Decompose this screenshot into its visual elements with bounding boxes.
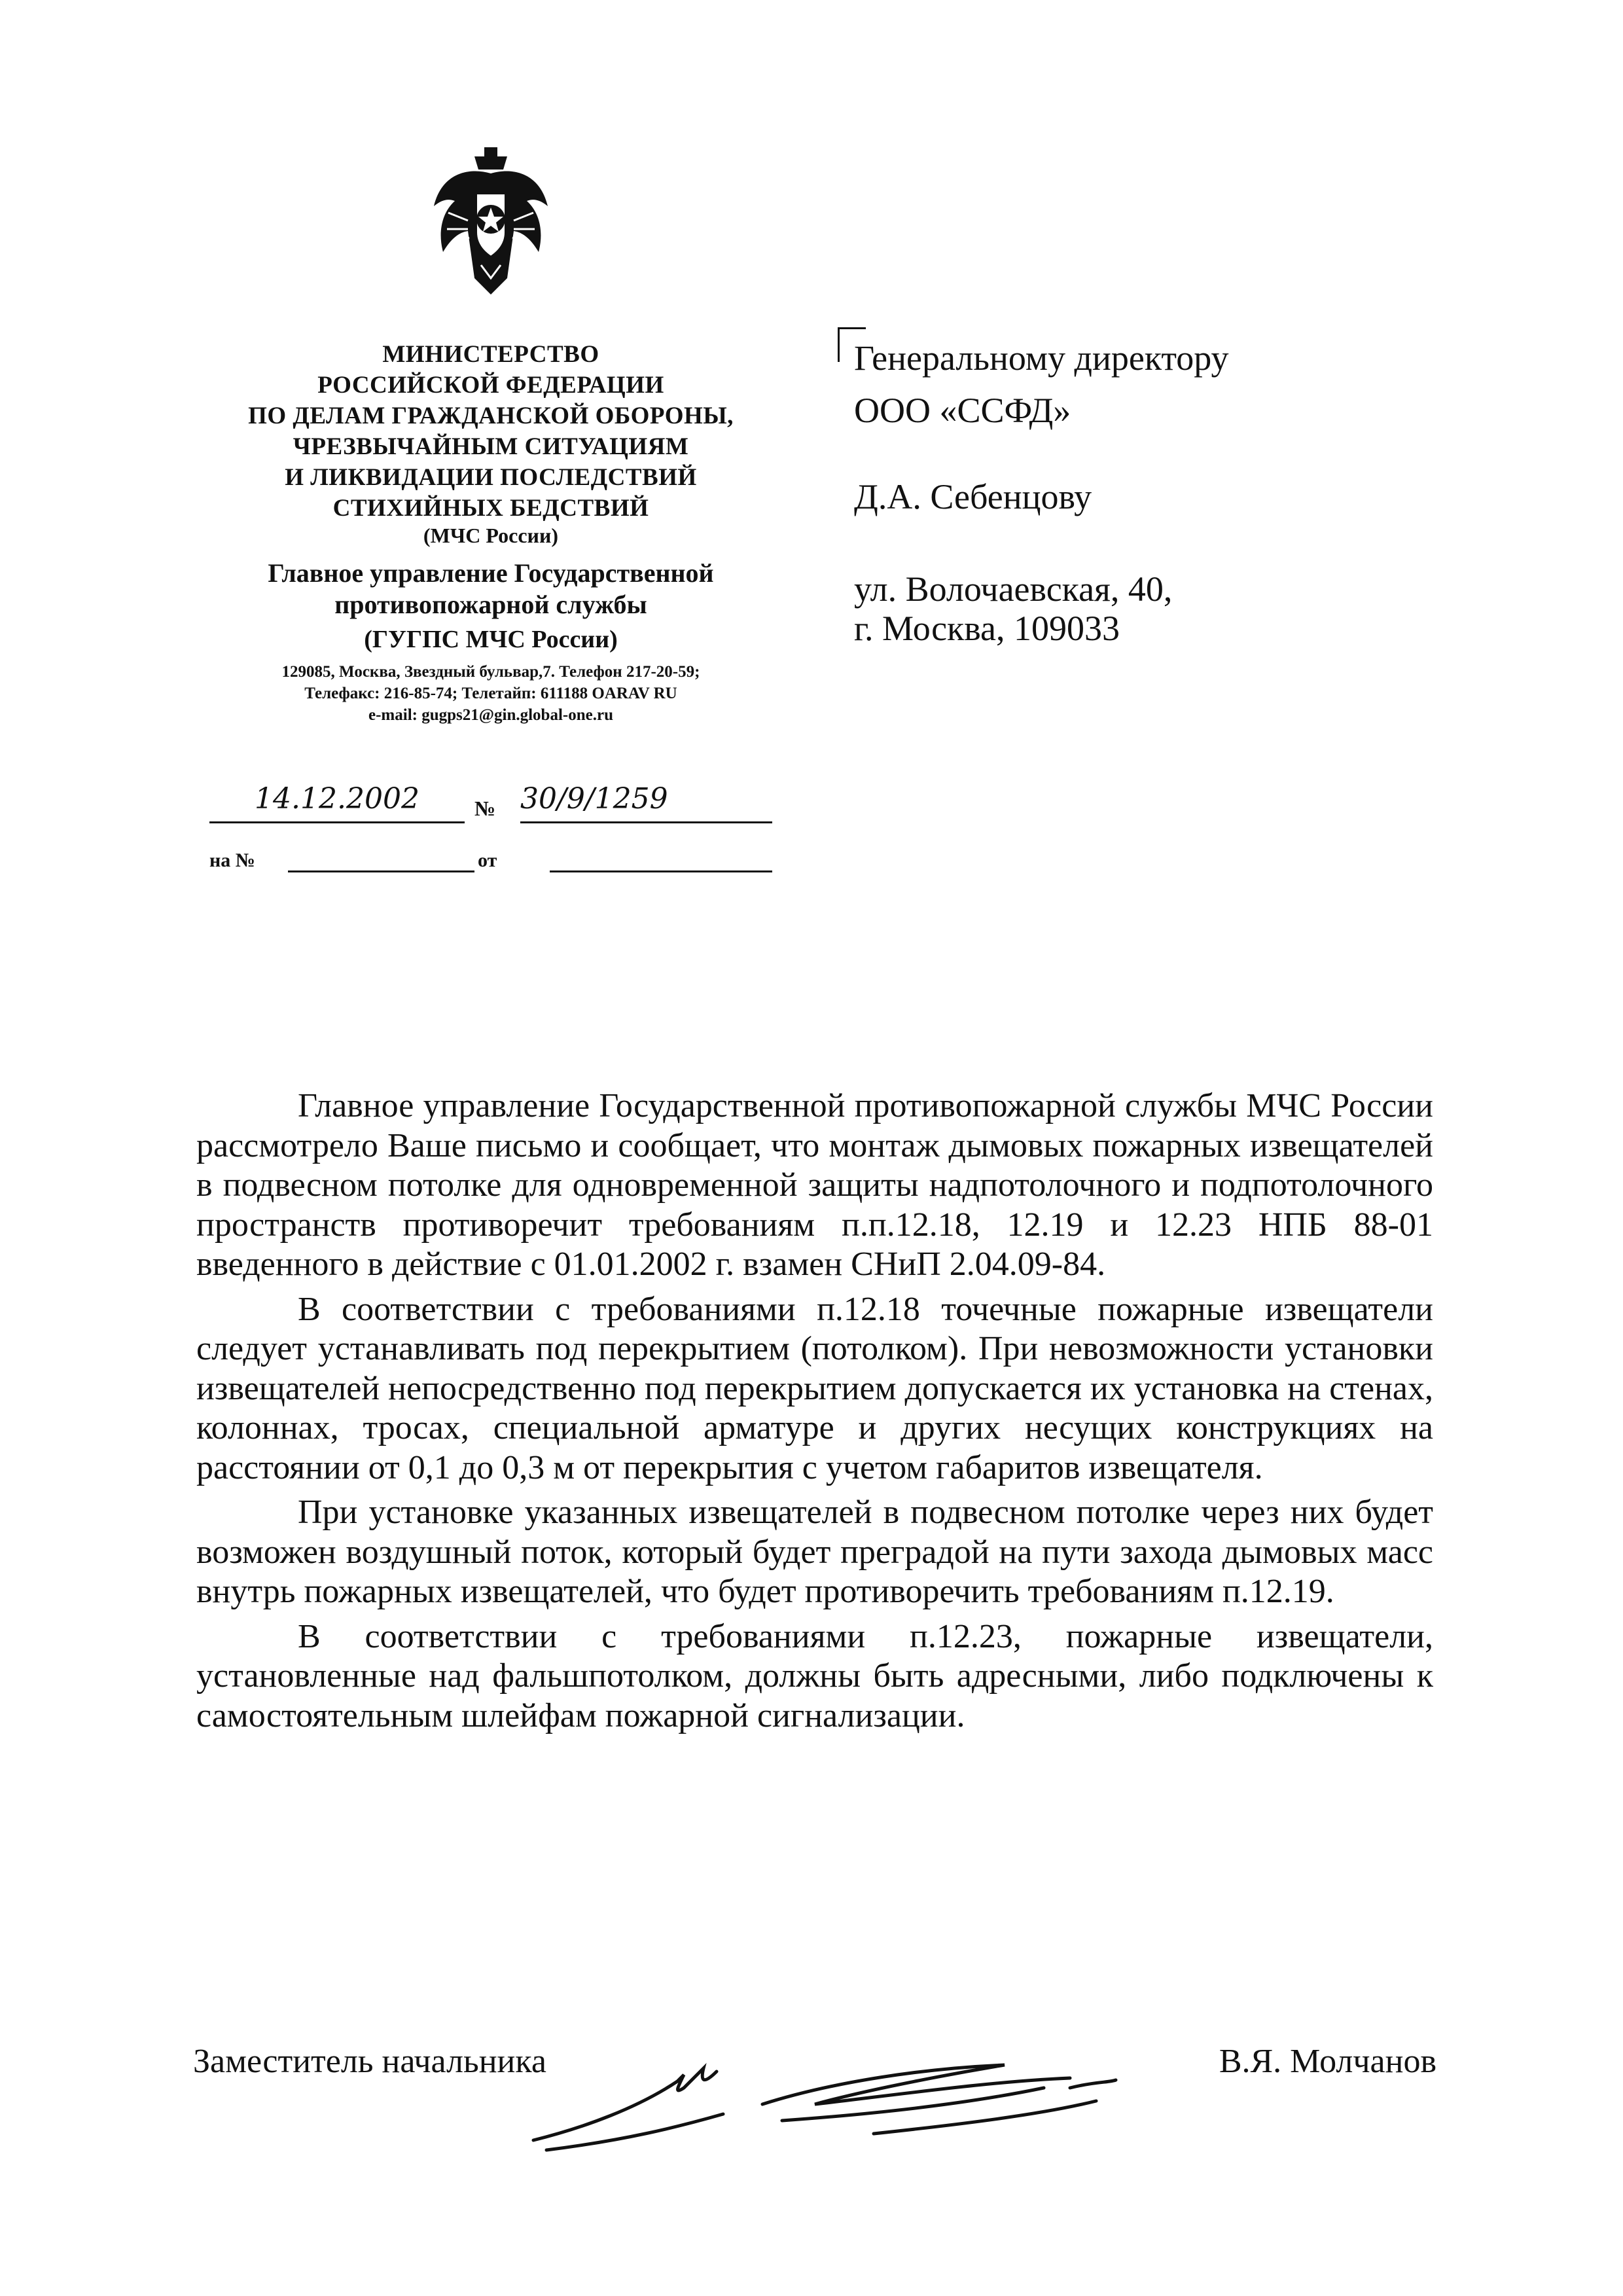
number-label: № bbox=[474, 797, 496, 820]
department-name bbox=[196, 558, 785, 620]
signature-block bbox=[193, 2042, 1436, 2186]
contact-info bbox=[196, 661, 785, 726]
addressee-street: ул. Волочаевская, 40, bbox=[854, 569, 1173, 609]
letter-number bbox=[520, 782, 772, 823]
signatory-name: В.Я. Молчанов bbox=[1219, 2043, 1436, 2080]
incoming-reference bbox=[209, 844, 772, 877]
ministry-name bbox=[196, 339, 785, 524]
addressee-city: г. Москва, 109033 bbox=[854, 609, 1120, 648]
department-abbreviation: (ГУГПС МЧС России) bbox=[364, 626, 618, 653]
body-paragraph: В соответствии с требованиями п.12.18 точечные пожарные извещатели следует устанавливать под перекрытием (потолком). При невозможности установки извещателей непосредственно под перекрытием допускается их установка на стенах, колоннах, тросах, специальной арматуре и других несущих конструкциях на расстоянии от 0,1 до 0,3 м от перекрытия с учетом габаритов извещателя. bbox=[196, 1290, 1433, 1486]
ministry-line: МИНИСТЕРСТВО bbox=[382, 341, 599, 368]
ministry-line: РОССИЙСКОЙ ФЕДЕРАЦИИ bbox=[317, 372, 664, 399]
letter-body bbox=[196, 1086, 1433, 1741]
contact-address: 129085, Москва, Звездный бульвар,7. Телефон 217-20-59; bbox=[281, 663, 700, 681]
in-reply-label: на № bbox=[209, 850, 255, 871]
ministry-line: ЧРЕЗВЫЧАЙНЫМ СИТУАЦИЯМ bbox=[293, 433, 689, 460]
emch-emblem-icon bbox=[429, 147, 553, 304]
contact-email: e-mail: gugps21@gin.global-one.ru bbox=[368, 706, 613, 724]
signatory-title: Заместитель начальника bbox=[193, 2043, 546, 2080]
body-paragraph: При установке указанных извещателей в подвесном потолке через них будет возможен воздушный поток, который будет преградой на пути захода дымовых масс внутрь пожарных извещателей, что будет противоречить требованиям п.12.19. bbox=[196, 1494, 1433, 1610]
body-paragraph: В соответствии с требованиями п.12.23, пожарные извещатели, установленные над фальшпотолком, должны быть адресными, либо подключены к самостоятельным шлейфам пожарной сигнализации. bbox=[196, 1617, 1433, 1734]
from-label: от bbox=[478, 850, 497, 871]
from-date-blank bbox=[550, 870, 772, 872]
body-paragraph: Главное управление Государственной противопожарной службы МЧС России рассмотрело Ваше письмо и сообщает, что монтаж дымовых пожарных извещателей в подвесном потолке для одновременной защиты надпотолочного и подпотолочного пространств противоречит требованиям п.п.12.18, 12.19 и 12.23 НПБ 88-01 введенного в действие с 01.01.2002 г. взамен СНиП 2.04.09-84. bbox=[196, 1087, 1433, 1283]
in-reply-number-blank bbox=[288, 870, 474, 872]
addressee-name: Д.А. Себенцову bbox=[854, 477, 1092, 516]
addressee-company: ООО «ССФД» bbox=[854, 391, 1071, 430]
department-line: противопожарной службы bbox=[334, 590, 647, 619]
contact-fax: Телефакс: 216-85-74; Телетайп: 611188 OARAV RU bbox=[304, 685, 677, 702]
addressee-position: Генеральному директору bbox=[854, 338, 1229, 378]
ministry-line: СТИХИЙНЫХ БЕДСТВИЙ bbox=[332, 495, 649, 522]
letter-number-value: 30/9/1259 bbox=[520, 782, 668, 816]
outgoing-reference bbox=[209, 782, 772, 828]
department-line: Главное управление Государственной bbox=[268, 558, 714, 588]
ministry-line: ПО ДЕЛАМ ГРАЖДАНСКОЙ ОБОРОНЫ, bbox=[248, 403, 734, 429]
ministry-abbreviation: (МЧС России) bbox=[423, 524, 559, 547]
letter-date: 14.12.2002 bbox=[209, 782, 465, 823]
ministry-line: И ЛИКВИДАЦИИ ПОСЛЕДСТВИЙ bbox=[285, 464, 697, 491]
